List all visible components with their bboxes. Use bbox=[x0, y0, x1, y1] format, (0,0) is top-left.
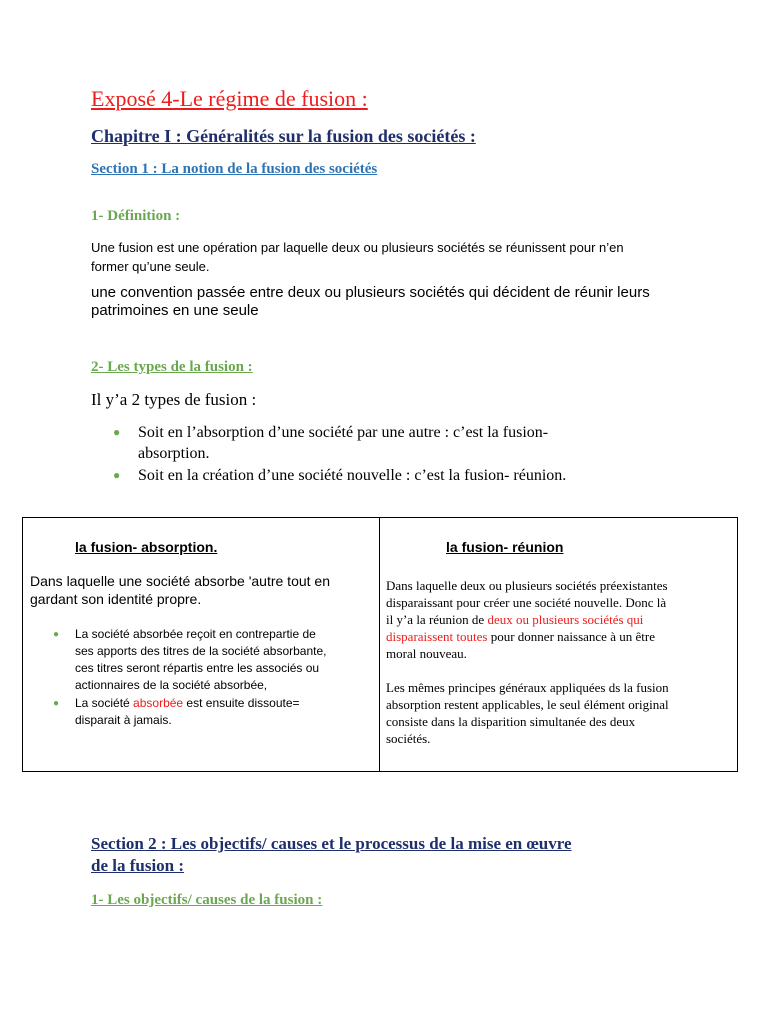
table-column-divider bbox=[379, 518, 380, 771]
definition-paragraph-2-line: une convention passée entre deux ou plusieurs sociétés qui décident de réunir leurs bbox=[91, 284, 650, 301]
text-fragment: est ensuite dissoute= bbox=[183, 696, 300, 710]
table-left-bullet-line: actionnaires de la société absorbée, bbox=[75, 678, 268, 692]
table-left-heading bbox=[75, 539, 217, 555]
table-right-line bbox=[386, 611, 668, 628]
types-list bbox=[113, 422, 566, 486]
chapter-heading: Chapitre I : Généralités sur la fusion des sociétés : bbox=[91, 126, 476, 146]
table-right-heading-text: la fusion- réunion bbox=[446, 539, 564, 555]
types-heading: 2- Les types de la fusion : bbox=[91, 359, 253, 375]
table-right-line: sociétés. bbox=[386, 731, 431, 746]
definition-paragraph-1-line: former qu’une seule. bbox=[91, 259, 210, 274]
table-right-line bbox=[386, 628, 668, 645]
table-right-line: absorption restent applicables, le seul élément original bbox=[386, 697, 669, 712]
table-right-line: disparaissant pour créer une société nouvelle. Donc là bbox=[386, 595, 667, 610]
types-intro: Il y’a 2 types de fusion : bbox=[91, 390, 257, 409]
table-left-intro-line: gardant son identité propre. bbox=[30, 591, 202, 607]
types-list-item bbox=[113, 422, 566, 464]
page-title: Exposé 4-Le régime de fusion : bbox=[91, 86, 368, 111]
table-left-bullet-item bbox=[53, 626, 326, 694]
table-left-heading-text: la fusion- absorption. bbox=[75, 539, 218, 555]
comparison-table bbox=[22, 517, 738, 772]
table-left-bullets bbox=[53, 626, 326, 729]
definition-paragraph-2-line: patrimoines en une seule bbox=[91, 302, 259, 319]
definition-heading: 1- Définition : bbox=[91, 208, 181, 224]
highlighted-word: absorbée bbox=[133, 696, 184, 710]
definition-paragraph-1-line: Une fusion est une opération par laquelle deux ou plusieurs sociétés se réunissent pour n’en bbox=[91, 240, 624, 255]
table-left-bullet-line: ces titres seront répartis entre les associés ou bbox=[75, 661, 320, 675]
bullet-dot-icon: ● bbox=[113, 425, 121, 439]
bullet-dot-icon: ● bbox=[53, 629, 60, 640]
table-right-heading bbox=[446, 539, 563, 555]
table-left-bullet-line bbox=[75, 695, 326, 712]
table-left-bullet-line: ses apports des titres de la société absorbante, bbox=[75, 644, 327, 658]
text-fragment: pour donner naissance à un être bbox=[487, 629, 655, 644]
section-2-heading-line: Section 2 : Les objectifs/ causes et le processus de la mise en œuvre bbox=[91, 834, 572, 853]
table-left-intro bbox=[30, 572, 330, 608]
table-right-line: Les mêmes principes généraux appliquées ds la fusion bbox=[386, 680, 669, 695]
table-right-line: Dans laquelle deux ou plusieurs sociétés préexistantes bbox=[386, 578, 668, 593]
table-right-paragraph-2 bbox=[386, 679, 669, 747]
bullet-dot-icon: ● bbox=[113, 468, 121, 482]
objectives-heading: 1- Les objectifs/ causes de la fusion : bbox=[91, 892, 323, 908]
bullet-dot-icon: ● bbox=[53, 698, 60, 709]
table-left-bullet-line: disparait à jamais. bbox=[75, 713, 172, 727]
definition-paragraph-2 bbox=[91, 284, 650, 320]
types-list-item-line: absorption. bbox=[138, 445, 210, 462]
section-2-heading bbox=[91, 833, 572, 877]
table-left-bullet-item bbox=[53, 695, 326, 729]
definition-paragraph-1 bbox=[91, 238, 624, 276]
table-left-intro-line: Dans laquelle une société absorbe 'autre tout en bbox=[30, 573, 330, 589]
section-1-heading: Section 1 : La notion de la fusion des sociétés bbox=[91, 161, 378, 177]
types-list-item-line: Soit en l’absorption d’une société par une autre : c’est la fusion- bbox=[138, 424, 549, 441]
text-fragment: il y’a la réunion de bbox=[386, 612, 488, 627]
table-right-line: moral nouveau. bbox=[386, 646, 467, 661]
table-left-bullet-line: La société absorbée reçoit en contrepartie de bbox=[75, 627, 316, 641]
types-list-item-line: Soit en la création d’une société nouvelle : c’est la fusion- réunion. bbox=[138, 467, 567, 484]
highlighted-text: deux ou plusieurs sociétés qui bbox=[487, 612, 644, 627]
text-fragment: La société bbox=[75, 696, 134, 710]
types-list-item bbox=[113, 465, 566, 486]
section-2-heading-line: de la fusion : bbox=[91, 856, 185, 875]
table-right-paragraph-1 bbox=[386, 577, 668, 662]
table-right-line: consiste dans la disparition simultanée des deux bbox=[386, 714, 636, 729]
highlighted-text: disparaissent toutes bbox=[386, 629, 488, 644]
